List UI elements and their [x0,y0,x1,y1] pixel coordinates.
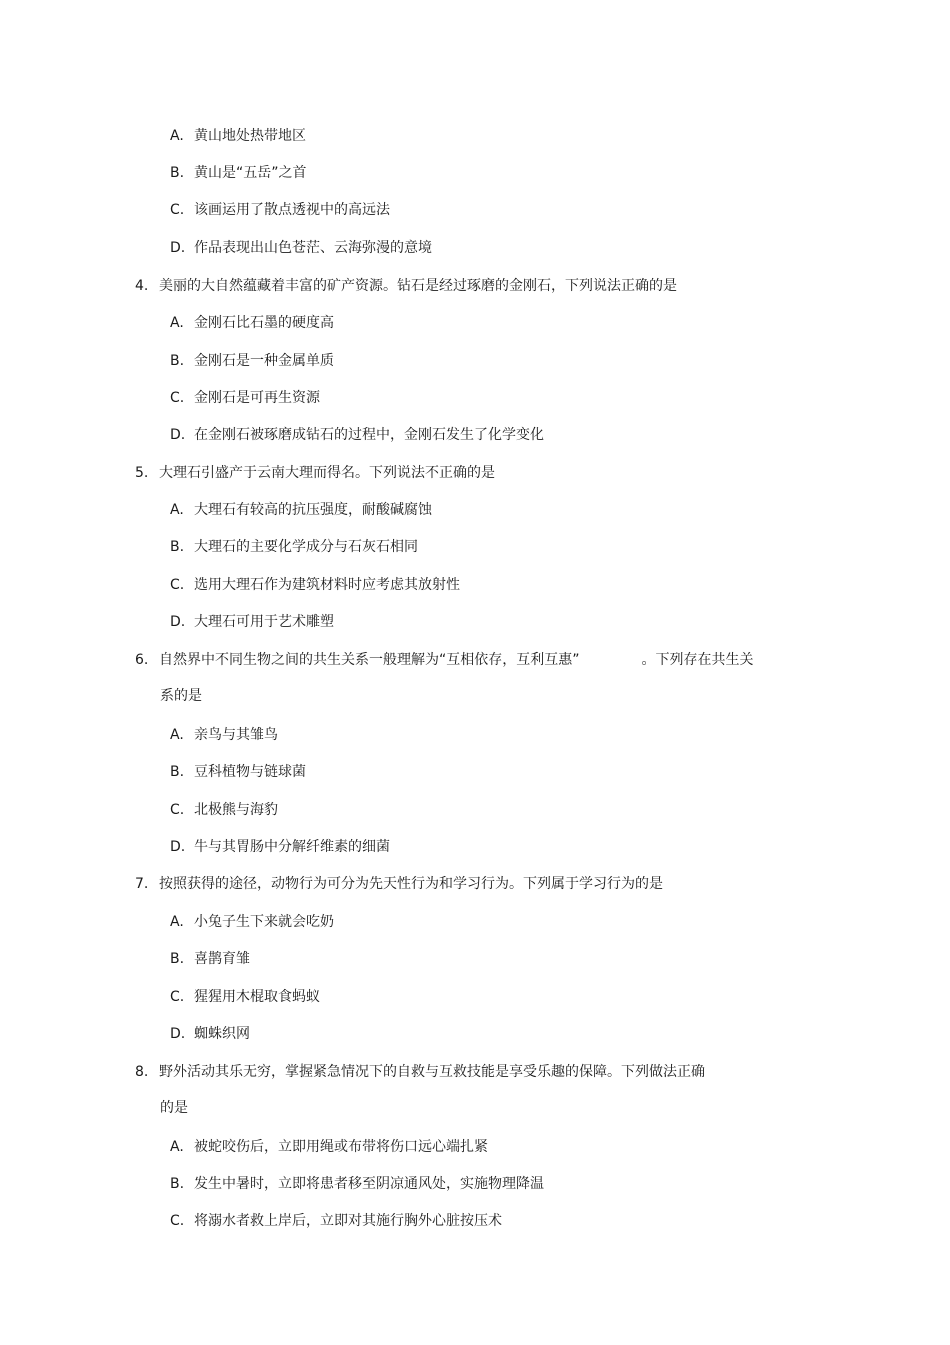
option-label: B. [170,951,185,967]
question-number: 4. [135,278,149,294]
q4-option-c [170,388,320,408]
q5-option-b [170,537,418,557]
option-label: C. [170,989,185,1005]
q7-option-a [170,912,334,932]
option-label: B. [170,1176,185,1192]
option-label: C. [170,577,185,593]
option-text: 在金刚石被琢磨成钻石的过程中，金刚石发生了化学变化 [194,427,544,443]
option-text: 蜘蛛织网 [194,1026,250,1042]
option-text: 北极熊与海豹 [194,802,278,818]
question-text: 自然界中不同生物之间的共生关系一般理解为“互相依存，互利互惠” [159,652,580,668]
option-text: 发生中暑时，立即将患者移至阴凉通风处，实施物理降温 [194,1176,544,1192]
option-label: B. [170,353,185,369]
q4-option-d [170,425,544,445]
question-number: 5. [135,465,149,481]
q3-option-b [170,163,307,183]
option-label: D. [170,614,186,630]
question-number: 8. [135,1064,149,1080]
option-text: 金刚石是一种金属单质 [194,353,334,369]
question-text: 大理石引盛产于云南大理而得名。下列说法不正确的是 [159,465,495,481]
option-text: 金刚石比石墨的硬度高 [194,315,334,331]
question-number: 6. [135,652,149,668]
q6-stem [135,650,754,670]
option-text: 黄山地处热带地区 [194,128,306,144]
q5-option-c [170,575,460,595]
option-label: C. [170,802,185,818]
option-text: 作品表现出山色苍茫、云海弥漫的意境 [194,240,432,256]
q4-stem [135,276,677,296]
option-label: B. [170,539,185,555]
q5-option-d [170,612,334,632]
option-text: 牛与其胃肠中分解纤维素的细菌 [194,839,390,855]
q6-option-b [170,762,306,782]
option-text: 金刚石是可再生资源 [194,390,320,406]
q8-stem [135,1062,705,1082]
option-text: 猩猩用木棍取食蚂蚁 [194,989,320,1005]
q4-option-a [170,313,334,333]
q3-option-c [170,200,390,220]
q6-stem-continuation: 系的是 [160,688,202,704]
q3-option-d [170,238,432,258]
question-text-tail: 。下列存在共生关 [641,652,754,668]
q6-option-d [170,837,390,857]
option-label: C. [170,1213,185,1229]
q7-option-d [170,1024,250,1044]
option-label: A. [170,128,184,144]
q3-option-a [170,126,306,146]
q8-stem-continuation: 的是 [160,1100,188,1116]
option-text: 将溺水者救上岸后，立即对其施行胸外心脏按压术 [194,1213,502,1229]
q6-option-a [170,725,278,745]
option-text: 选用大理石作为建筑材料时应考虑其放射性 [194,577,460,593]
q7-option-c [170,987,320,1007]
option-text: 黄山是“五岳”之首 [194,165,307,181]
option-text: 亲鸟与其雏鸟 [194,727,278,743]
option-label: B. [170,764,185,780]
option-text: 该画运用了散点透视中的高远法 [194,202,390,218]
option-label: A. [170,315,184,331]
option-label: D. [170,1026,186,1042]
question-text: 野外活动其乐无穷，掌握紧急情况下的自救与互救技能是享受乐趣的保障。下列做法正确 [159,1064,705,1080]
option-text: 大理石可用于艺术雕塑 [194,614,334,630]
option-label: C. [170,202,185,218]
q5-option-a [170,500,432,520]
option-label: A. [170,1139,184,1155]
q8-option-c [170,1211,502,1231]
q6-option-c [170,800,278,820]
option-label: D. [170,240,186,256]
question-text: 按照获得的途径，动物行为可分为先天性行为和学习行为。下列属于学习行为的是 [159,876,663,892]
option-label: A. [170,727,184,743]
q7-option-b [170,949,250,969]
q8-option-b [170,1174,544,1194]
option-text: 喜鹊育雏 [194,951,250,967]
option-label: B. [170,165,185,181]
option-label: A. [170,914,184,930]
q8-option-a [170,1137,488,1157]
question-text: 美丽的大自然蕴藏着丰富的矿产资源。钻石是经过琢磨的金刚石，下列说法正确的是 [159,278,677,294]
q4-option-b [170,351,334,371]
option-text: 被蛇咬伤后，立即用绳或布带将伤口远心端扎紧 [194,1139,488,1155]
option-text: 大理石有较高的抗压强度，耐酸碱腐蚀 [194,502,432,518]
question-number: 7. [135,876,149,892]
q5-stem [135,463,495,483]
option-text: 大理石的主要化学成分与石灰石相同 [194,539,418,555]
option-text: 豆科植物与链球菌 [194,764,306,780]
option-label: C. [170,390,185,406]
option-text: 小兔子生下来就会吃奶 [194,914,334,930]
option-label: D. [170,839,186,855]
option-label: D. [170,427,186,443]
q7-stem [135,874,663,894]
option-label: A. [170,502,184,518]
